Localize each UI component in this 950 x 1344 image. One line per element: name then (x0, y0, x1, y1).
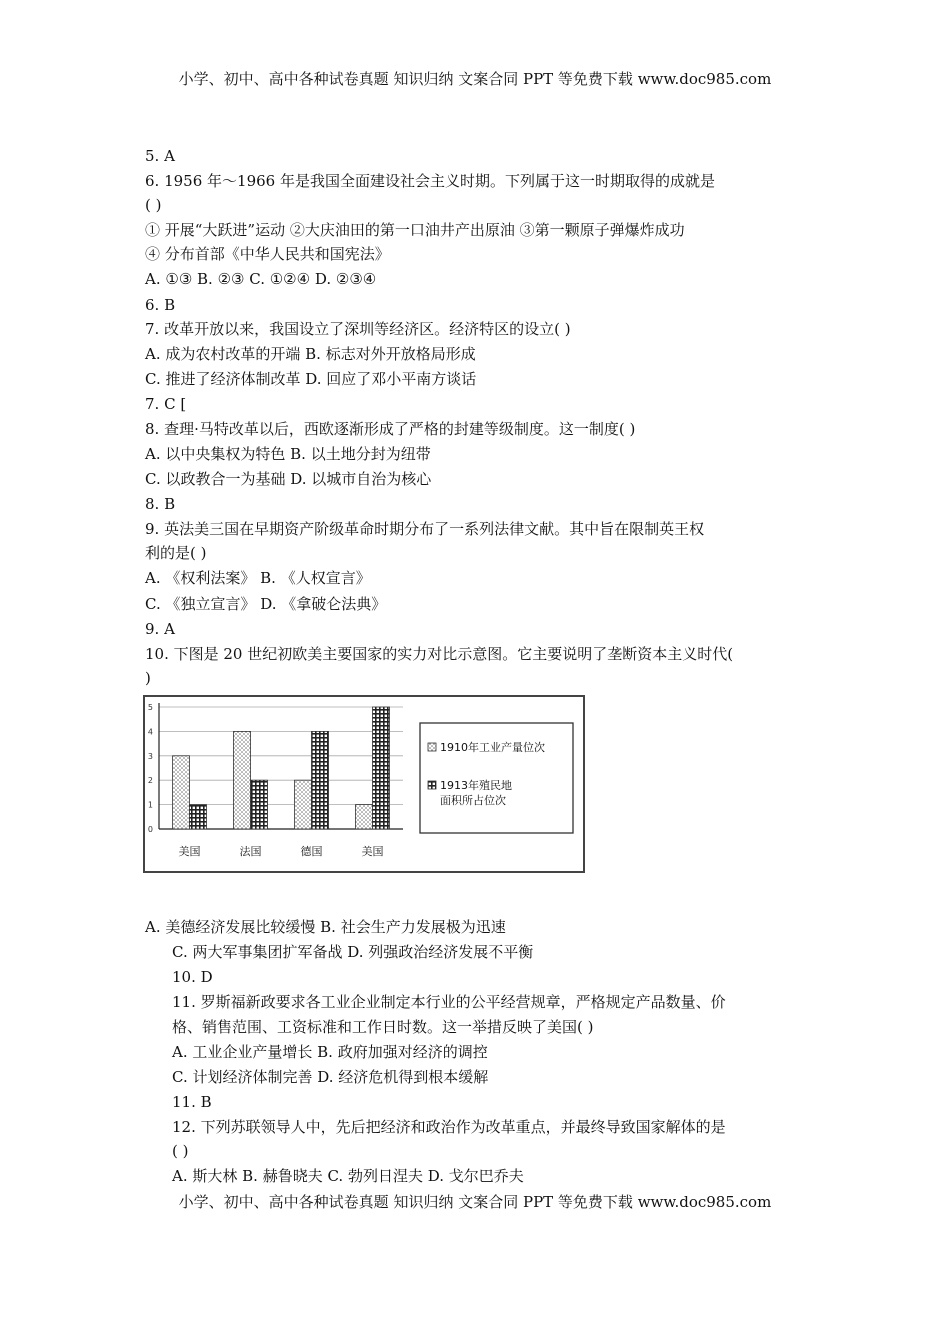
question-12-options: A. 斯大林 B. 赫鲁晓夫 C. 勃列日涅夫 D. 戈尔巴乔夫 (172, 1167, 524, 1185)
question-6-item-4: ④ 分布首部《中华人民共和国宪法》 (145, 245, 390, 263)
question-11-options-cd: C. 计划经济体制完善 D. 经济危机得到根本缓解 (172, 1068, 489, 1086)
answer-9: 9. A (145, 620, 175, 638)
question-10-options-cd: C. 两大军事集团扩军备战 D. 列强政治经济发展不平衡 (172, 943, 534, 961)
legend-label: 1913年殖民地面积所占位次 (440, 779, 512, 807)
legend-swatch (428, 781, 436, 789)
question-10-paren: ) (145, 669, 151, 687)
legend-swatch (428, 743, 436, 751)
question-9-stem: 9. 英法美三国在早期资产阶级革命时期分布了一系列法律文献。其中旨在限制英王权 (145, 520, 705, 538)
bar (251, 780, 268, 829)
bar (373, 707, 390, 829)
page-footer: 小学、初中、高中各种试卷真题 知识归纳 文案合同 PPT 等免费下载 www.doc985.com (178, 1193, 772, 1211)
question-11-stem-cont: 格、销售范围、工资标准和工作日时数。这一举措反映了美国( ) (172, 1018, 594, 1036)
question-6-options: A. ①③ B. ②③ C. ①②④ D. ②③④ (145, 270, 377, 288)
question-6-stem: 6. 1956 年～1966 年是我国全面建设社会主义时期。下列属于这一时期取得的成就是 (145, 172, 715, 190)
question-11-options-ab: A. 工业企业产量增长 B. 政府加强对经济的调控 (172, 1043, 488, 1061)
answer-11: 11. B (172, 1093, 212, 1111)
x-tick-label: 德国 (300, 845, 323, 858)
legend-label: 1910年工业产量位次 (440, 741, 545, 754)
answer-8: 8. B (145, 495, 176, 513)
x-tick-label: 美国 (178, 845, 201, 858)
bar (190, 805, 207, 829)
question-9-stem-cont: 利的是( ) (145, 544, 207, 562)
question-11-stem: 11. 罗斯福新政要求各工业企业制定本行业的公平经营规章，严格规定产品数量、价 (172, 993, 726, 1011)
question-7-stem: 7. 改革开放以来，我国设立了深圳等经济区。经济特区的设立( ) (145, 320, 571, 338)
legend-box (420, 723, 573, 833)
bar (295, 780, 312, 829)
answer-5: 5. A (145, 147, 175, 165)
question-12-stem: 12. 下列苏联领导人中，先后把经济和政治作为改革重点，并最终导致国家解体的是 (172, 1118, 726, 1136)
y-tick-label: 0 (147, 825, 153, 834)
question-9-options-cd: C. 《独立宣言》 D. 《拿破仑法典》 (145, 595, 387, 613)
y-tick-label: 2 (147, 776, 153, 786)
y-tick-label: 5 (147, 703, 153, 712)
y-tick-label: 3 (147, 751, 153, 761)
question-7-options-ab: A. 成为农村改革的开端 B. 标志对外开放格局形成 (145, 345, 476, 363)
x-tick-label: 美国 (361, 845, 384, 858)
chart-legend (420, 723, 573, 833)
page-header: 小学、初中、高中各种试卷真题 知识归纳 文案合同 PPT 等免费下载 www.doc985.com (178, 70, 772, 88)
question-7-options-cd: C. 推进了经济体制改革 D. 回应了邓小平南方谈话 (145, 370, 477, 388)
answer-6: 6. B (145, 296, 176, 314)
question-12-paren: ( ) (172, 1142, 189, 1160)
bar (234, 731, 251, 829)
question-10-stem: 10. 下图是 20 世纪初欧美主要国家的实力对比示意图。它主要说明了垄断资本主义时代( (145, 645, 734, 663)
question-8-options-cd: C. 以政教合一为基础 D. 以城市自治为核心 (145, 470, 432, 488)
question-6-paren: ( ) (145, 196, 162, 214)
question-6-items: ① 开展“大跃进”运动 ②大庆油田的第一口油井产出原油 ③第一颗原子弹爆炸成功 (145, 221, 685, 239)
bar (312, 731, 329, 829)
bar (356, 805, 373, 829)
question-10-options-ab: A. 美德经济发展比较缓慢 B. 社会生产力发展极为迅速 (145, 918, 506, 936)
question-9-options-ab: A. 《权利法案》 B. 《人权宣言》 (145, 569, 371, 587)
y-tick-label: 4 (147, 727, 153, 737)
y-tick-label: 1 (147, 800, 153, 810)
bar (173, 756, 190, 829)
power-comparison-chart (143, 693, 585, 873)
question-8-options-ab: A. 以中央集权为特色 B. 以土地分封为纽带 (145, 445, 431, 463)
answer-7: 7. C [ (145, 395, 187, 413)
x-tick-label: 法国 (239, 845, 262, 858)
question-8-stem: 8. 查理·马特改革以后，西欧逐渐形成了严格的封建等级制度。这一制度( ) (145, 420, 636, 438)
answer-10: 10. D (172, 968, 213, 986)
